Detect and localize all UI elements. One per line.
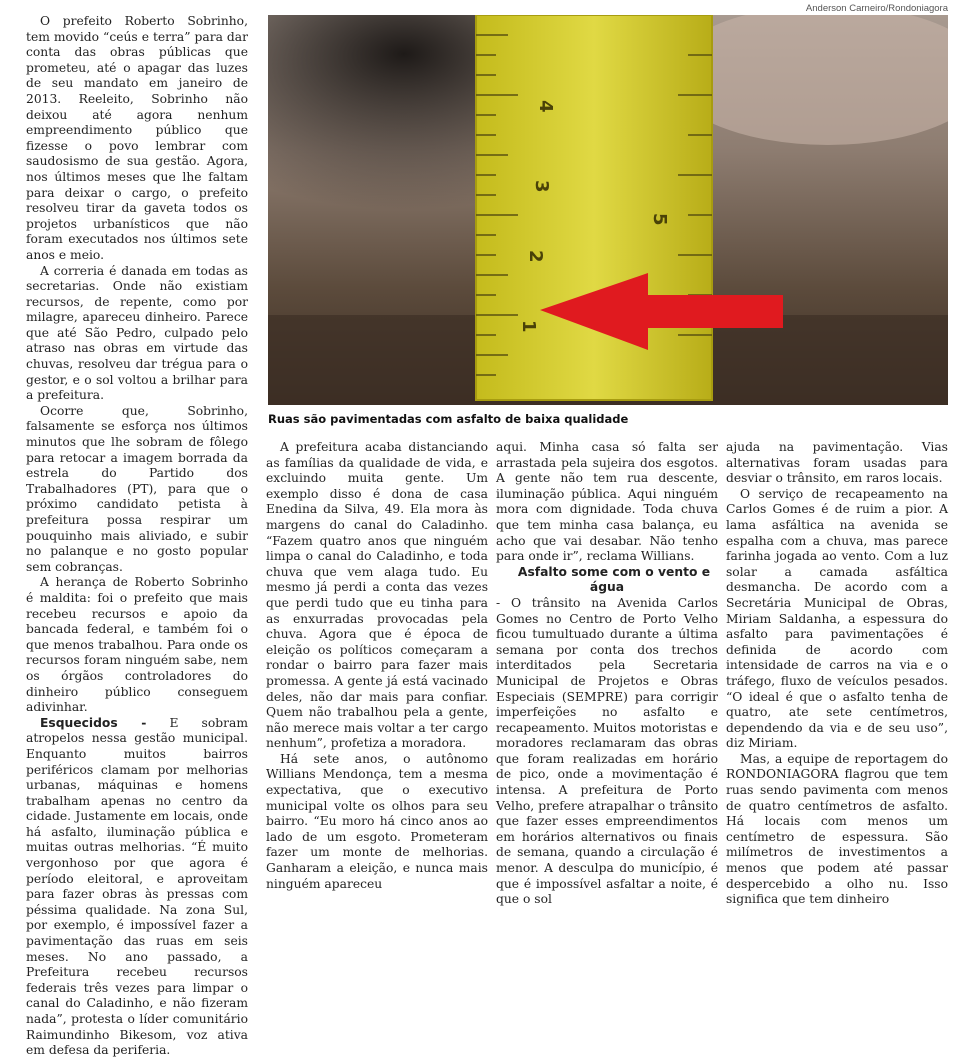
photo-credit: Anderson Carneiro/Rondoniagora (805, 3, 948, 14)
subheading-esquecidos: Esquecidos - (40, 715, 147, 730)
paragraph: A herança de Roberto Sobrinho é maldita: foi o prefeito que mais recebeu recursos e apoio da bancada federal, e também foi o que menos trabalhou. Para onde os recursos foram ninguém sabe, nem os órgãos controladores do dinheiro público conseguem adivinhar. (26, 575, 248, 715)
paragraph: aqui. Minha casa só falta ser arrastada pela sujeira dos esgotos. A gente não tem rua descente, iluminação pública. Aqui ninguém mora com dignidade. Toda chuva que tem minha casa balança, eu acho que vai desabar. Não tenho para onde ir”, reclama Willians. (496, 440, 718, 564)
article-column-1 (26, 14, 248, 1059)
article-photo (268, 15, 948, 405)
paragraph: O prefeito Roberto Sobrinho, tem movido “ceús e terra” para dar conta das obras públicas que prometeu, até o apagar das luzes de seu mandato em janeiro de 2013. Reeleito, Sobrinho não deixou até agora nenhum empreendimento público que fizesse o povo lembrar com saudosismo de sua gestão. Agora, nos últimos meses que lhe faltam para deixar o cargo, o prefeito resolveu tirar da gaveta todos os projetos urbanísticos que não foram executados nos últimos sete anos e meio. (26, 14, 248, 262)
article-column-3 (496, 440, 718, 908)
article-column-4 (726, 440, 948, 908)
svg-text:3: 3 (531, 180, 552, 193)
paragraph: O serviço de recapeamento na Carlos Gomes é de ruim a pior. A lama asfáltica na avenida se espalha com a chuva, mas parece farinha jogada ao vento. Com a luz solar a camada asfáltica desmancha. De acordo com a Secretária Municipal de Obras, Miriam Saldanha, a espessura do asfalto para pavimentações é definida de acordo com intensidade de carros na via e o tráfego, fluxo de veículos pesados. “O ideal é que o asfalto tenha de quatro, ate sete centímetros, dependendo da via e de seu uso”, diz Miriam. (726, 486, 948, 751)
paragraph: A prefeitura acaba distanciando as famílias da qualidade de vida, e excluindo muita gente. Um exemplo disso é dona de casa Enedina da Silva, 49. Ela mora às margens do canal do Caladinho. “Fazem quatro anos que ninguém limpa o canal do Caladinho, e toda chuva que vem alaga tudo. Eu mesmo já perdi a conta das vezes que perdi tudo que eu tinha para as enxurradas provocadas pela chuva. Agora que é época de eleição os políticos começaram a rondar o bairro para fazer mais promessa. A gente já está vacinado deles, não dar mais para confiar. Quem não trabalhou pela a gente, não merece mais voltar a ter cargo nenhum”, profetiza a moradora. (266, 440, 488, 751)
paragraph: Mas, a equipe de reportagem do RONDONIAGORA flagrou que tem ruas sendo pavimenta com menos de quatro centímetros de asfalto. Há locais com menos um centímetro de espessura. São milímetros de investimentos a menos que podem até passar despercebido a olho nu. Isso significa que tem dinheiro (726, 751, 948, 907)
paragraph: ajuda na pavimentação. Vias alternativas foram usadas para desviar o trânsito, em raros locais. (726, 440, 948, 486)
paragraph (26, 716, 248, 1059)
article-column-2 (266, 440, 488, 892)
paragraph: Há sete anos, o autônomo Willians Mendonça, tem a mesma expectativa, que o executivo municipal volte os olhos para seu bairro. “Eu moro há cinco anos ao lado de um esgoto. Prometeram fazer um monte de melhorias. Ganharam a eleição, e nunca mais ninguém apareceu (266, 751, 488, 891)
paragraph-text: E sobram atropelos nessa gestão municipal. Enquanto muitos bairros periféricos clamam por melhorias urbanas, máquinas e homens trabalham apenas no centro da cidade. Justamente em locais, onde há asfalto, iluminação pública e muitas outras melhorias. “É muito vergonhoso por que agora é período eleitoral, e aproveitam para fazer obras às pressas com péssima qualidade. Na zona Sul, por exemplo, é impossível fazer a pavimentação das ruas em seis meses. No ano passado, a Prefeitura recebeu recursos federais três vezes para limpar o canal do Caladinho, e não fizeram nada”, protesta o líder comunitário Raimundinho Bikesom, voz ativa em defesa da periferia. (26, 715, 249, 1058)
svg-text:5: 5 (649, 213, 670, 226)
paragraph: Ocorre que, Sobrinho, falsamente se esforça nos últimos minutos que lhe sobram de fôlego para retocar a imagem borrada da estrela do Partido dos Trabalhadores (PT), para que o próximo candidato petista à prefeitura possa respirar um pouquinho mais aliviado, e subir no palanque e no gosto popular sem cobranças. (26, 403, 248, 574)
paragraph: A correria é danada em todas as secretarias. Onde não existiam recursos, de repente, como por milagre, apareceu dinheiro. Parece que até São Pedro, culpado pelo atraso nas obras em virtude das chuvas, resolveu dar trégua para o gestor, e o sol voltou a brilhar para a prefeitura. (26, 263, 248, 403)
paragraph: - O trânsito na Avenida Carlos Gomes no Centro de Porto Velho ficou tumultuado durante a última semana por conta dos trechos interditados pela Secretaria Municipal de Projetos e Obras Especiais (SEMPRE) para corrigir imperfeições no asfalto e recapeamento. Muitos motoristas e moradores reclamaram das obras que foram realizadas em horário de pico, onde a movimentação é intensa. A prefeitura de Porto Velho, prefere atrapalhar o trânsito que fazer esses empreendimentos em horários alternativos ou finais de semana, quando a circulação é menor. A desculpa do município, é que é impossível asfaltar a noite, é que o sol (496, 595, 718, 907)
subheading-asfalto: Asfalto some com o vento e água (517, 564, 711, 595)
svg-text:2: 2 (525, 250, 546, 263)
ruler-on-asphalt-image (268, 15, 948, 405)
svg-text:1: 1 (518, 320, 539, 333)
svg-text:4: 4 (535, 100, 556, 113)
photo-caption: Ruas são pavimentadas com asfalto de baixa qualidade (268, 412, 629, 426)
